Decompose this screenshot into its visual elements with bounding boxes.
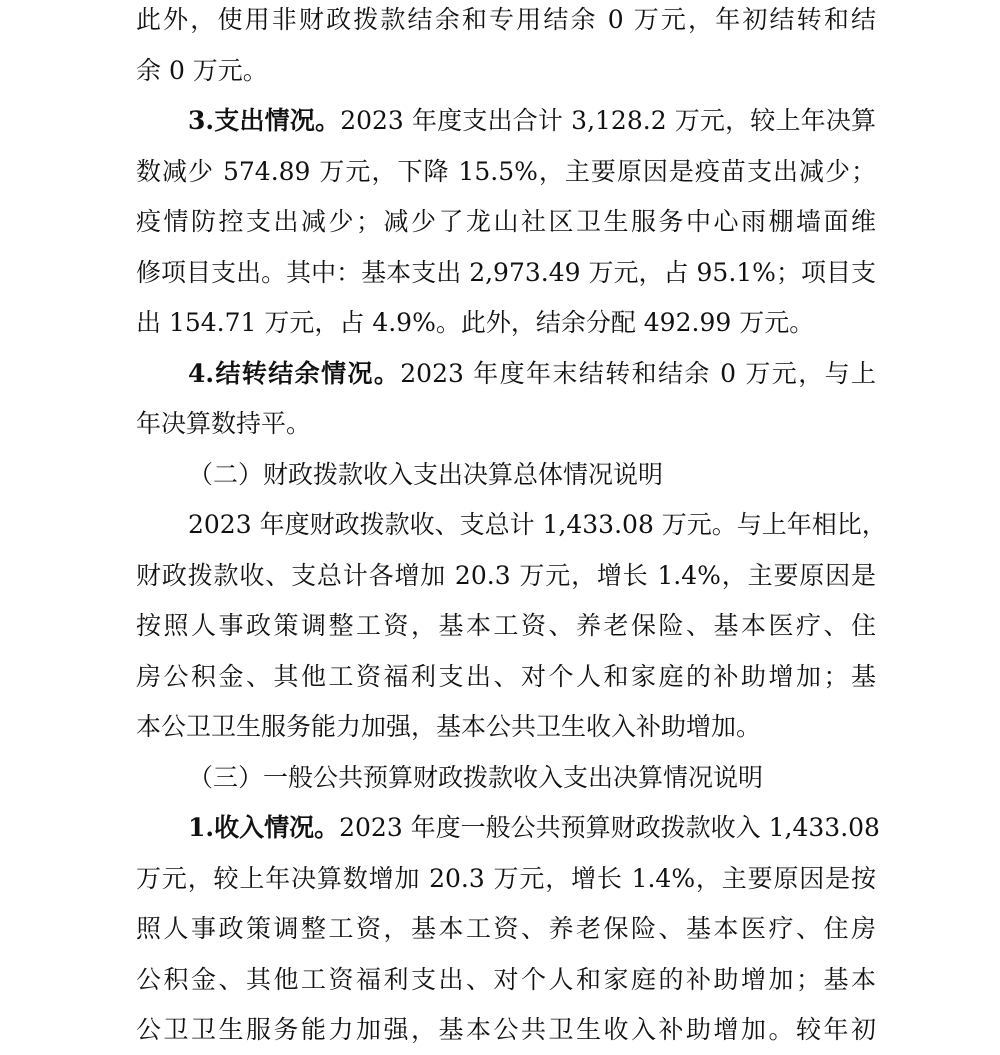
text-line	[136, 550, 876, 601]
line-text: 按照人事政策调整工资，基本工资、养老保险、基本医疗、住	[136, 611, 876, 640]
line-text: 余 0 万元。	[136, 56, 268, 85]
line-text: 2023 年度一般公共预算财政拨款收入 1,433.08	[339, 813, 880, 842]
text-line	[136, 247, 876, 298]
line-text: 公卫卫生服务能力加强，基本公共卫生收入补助增加。较年初	[136, 1015, 876, 1044]
line-text: 出 154.71 万元，占 4.9%。此外，结余分配 492.99 万元。	[136, 308, 815, 337]
section-heading	[188, 449, 876, 500]
line-text: 2023 年度年末结转和结余 0 万元，与上	[400, 359, 876, 388]
heading-text: （二）财政拨款收入支出决算总体情况说明	[188, 460, 664, 489]
line-text: 数减少 574.89 万元，下降 15.5%，主要原因是疫苗支出减少；	[136, 157, 876, 186]
text-line	[136, 600, 876, 651]
text-line	[136, 853, 876, 904]
line-text: 财政拨款收、支总计各增加 20.3 万元，增长 1.4%，主要原因是	[136, 561, 876, 590]
line-text: 房公积金、其他工资福利支出、对个人和家庭的补助增加；基	[136, 662, 876, 691]
paragraph-carryover	[188, 348, 876, 399]
line-text: 万元，较上年决算数增加 20.3 万元，增长 1.4%，主要原因是按	[136, 864, 876, 893]
text-line	[136, 297, 876, 348]
paragraph-income	[188, 802, 880, 853]
line-text: 2023 年度支出合计 3,128.2 万元，较上年决算	[340, 106, 876, 135]
paragraph-fiscal-total	[188, 499, 887, 550]
section-lead: 3.支出情况。	[188, 106, 341, 135]
line-text: 年决算数持平。	[136, 409, 312, 438]
text-line	[136, 398, 876, 449]
section-heading	[188, 752, 876, 803]
text-line	[136, 903, 876, 954]
heading-text: （三）一般公共预算财政拨款收入支出决算情况说明	[188, 763, 764, 792]
text-line	[136, 146, 876, 197]
text-line	[136, 45, 876, 96]
line-text: 此外，使用非财政拨款结余和专用结余 0 万元，年初结转和结	[136, 5, 876, 34]
text-line	[136, 1004, 876, 1055]
line-text: 照人事政策调整工资，基本工资、养老保险、基本医疗、住房	[136, 914, 876, 943]
text-line	[136, 651, 876, 702]
line-text: 2023 年度财政拨款收、支总计 1,433.08 万元。与上年相比，	[188, 510, 887, 539]
text-line	[136, 196, 876, 247]
line-text: 公积金、其他工资福利支出、对个人和家庭的补助增加；基本	[136, 965, 876, 994]
line-text: 本公卫卫生服务能力加强，基本公共卫生收入补助增加。	[136, 712, 762, 741]
paragraph-expenditure	[188, 95, 876, 146]
section-lead: 1.收入情况。	[188, 813, 340, 842]
line-text: 修项目支出。其中：基本支出 2,973.49 万元，占 95.1%；项目支	[136, 258, 876, 287]
text-line	[136, 954, 876, 1005]
text-line	[136, 0, 876, 45]
text-line	[136, 701, 876, 752]
section-lead: 4.结转结余情况。	[188, 359, 401, 388]
line-text: 疫情防控支出减少；减少了龙山社区卫生服务中心雨棚墙面维	[136, 207, 876, 236]
